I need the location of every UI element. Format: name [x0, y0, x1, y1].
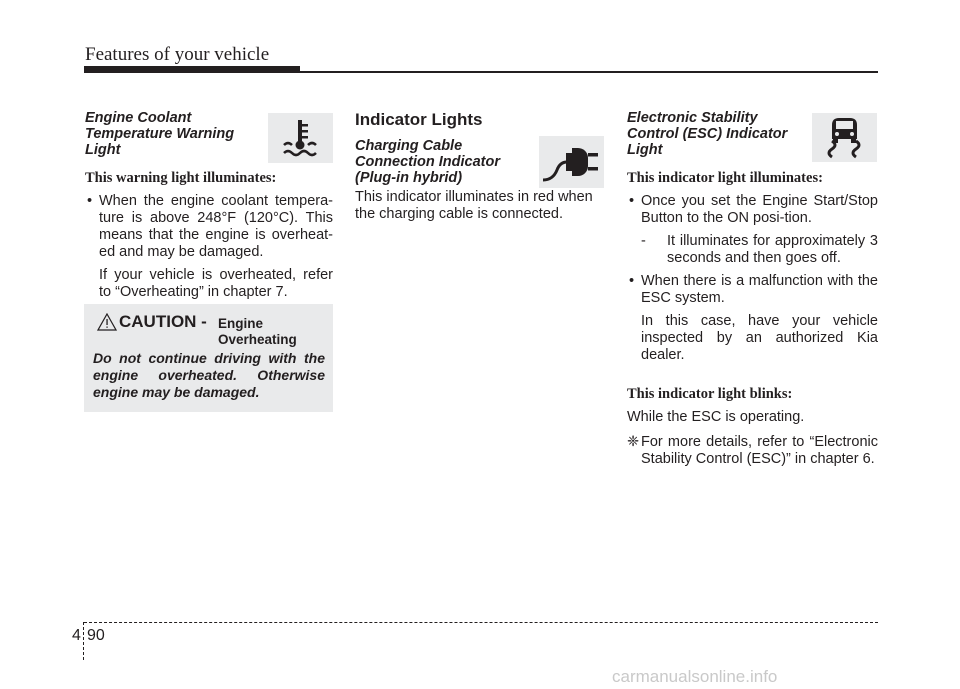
caution-text: Do not continue driving with the engine overheated. Otherwise engine may be damaged. — [93, 350, 325, 400]
esc-blink-text: While the ESC is operating. — [627, 409, 805, 425]
caution-box — [84, 304, 333, 412]
coolant-temperature-icon — [268, 113, 333, 163]
esc-reference: ❈ For more details, refer to “Electronic Stability Control (ESC)” in chapter 6. — [627, 434, 878, 467]
coolant-bullet: • When the engine coolant tempera-ture is above 248°F (120°C). This means that the engine is overheat-ed and may be damaged. — [85, 193, 333, 261]
coolant-note: If your vehicle is overheated, refer to “Overheating” in chapter 7. — [99, 267, 333, 300]
footer-divider — [83, 622, 84, 660]
footer-rule — [84, 622, 878, 623]
chapter-number: 4 — [72, 627, 81, 644]
coolant-section-title: Engine Coolant Temperature Warning Light — [85, 110, 235, 158]
coolant-subhead: This warning light illuminates: — [85, 170, 277, 186]
esc-skid-car-icon — [812, 113, 877, 162]
esc-section-title: Electronic Stability Control (ESC) Indicator Light — [627, 110, 788, 158]
esc-subhead-illuminates: This indicator light illuminates: — [627, 170, 823, 186]
warning-triangle-icon — [97, 313, 117, 331]
running-header: Features of your vehicle — [85, 44, 270, 65]
esc-bullet-start: • Once you set the Engine Start/Stop Button to the ON posi-tion. — [627, 193, 878, 227]
esc-bullet-malfunction: • When there is a malfunction with the ESC system. — [627, 273, 878, 307]
header-rule — [300, 71, 878, 73]
header-bar — [84, 66, 300, 73]
reference-symbol-icon: ❈ — [627, 434, 640, 450]
esc-dash-item: - It illuminates for approximately 3 seconds and then goes off. — [641, 233, 878, 266]
esc-subhead-blinks: This indicator light blinks: — [627, 386, 793, 402]
caution-topic: Engine Overheating — [218, 316, 297, 347]
esc-bullet-note: In this case, have your vehicle inspected by an authorized Kia dealer. — [641, 313, 878, 363]
esc-indicator-section — [627, 110, 878, 468]
charging-plug-icon — [539, 136, 604, 188]
watermark: carmanualsonline.info — [612, 667, 778, 686]
page-number: 90 — [87, 627, 105, 644]
indicator-lights-heading: Indicator Lights — [355, 110, 483, 129]
charging-body: This indicator illuminates in red when the charging cable is connected. — [355, 189, 593, 222]
caution-label: CAUTION - — [119, 312, 207, 331]
charging-section-title: Charging Cable Connection Indicator (Plug-in hybrid) — [355, 138, 500, 186]
